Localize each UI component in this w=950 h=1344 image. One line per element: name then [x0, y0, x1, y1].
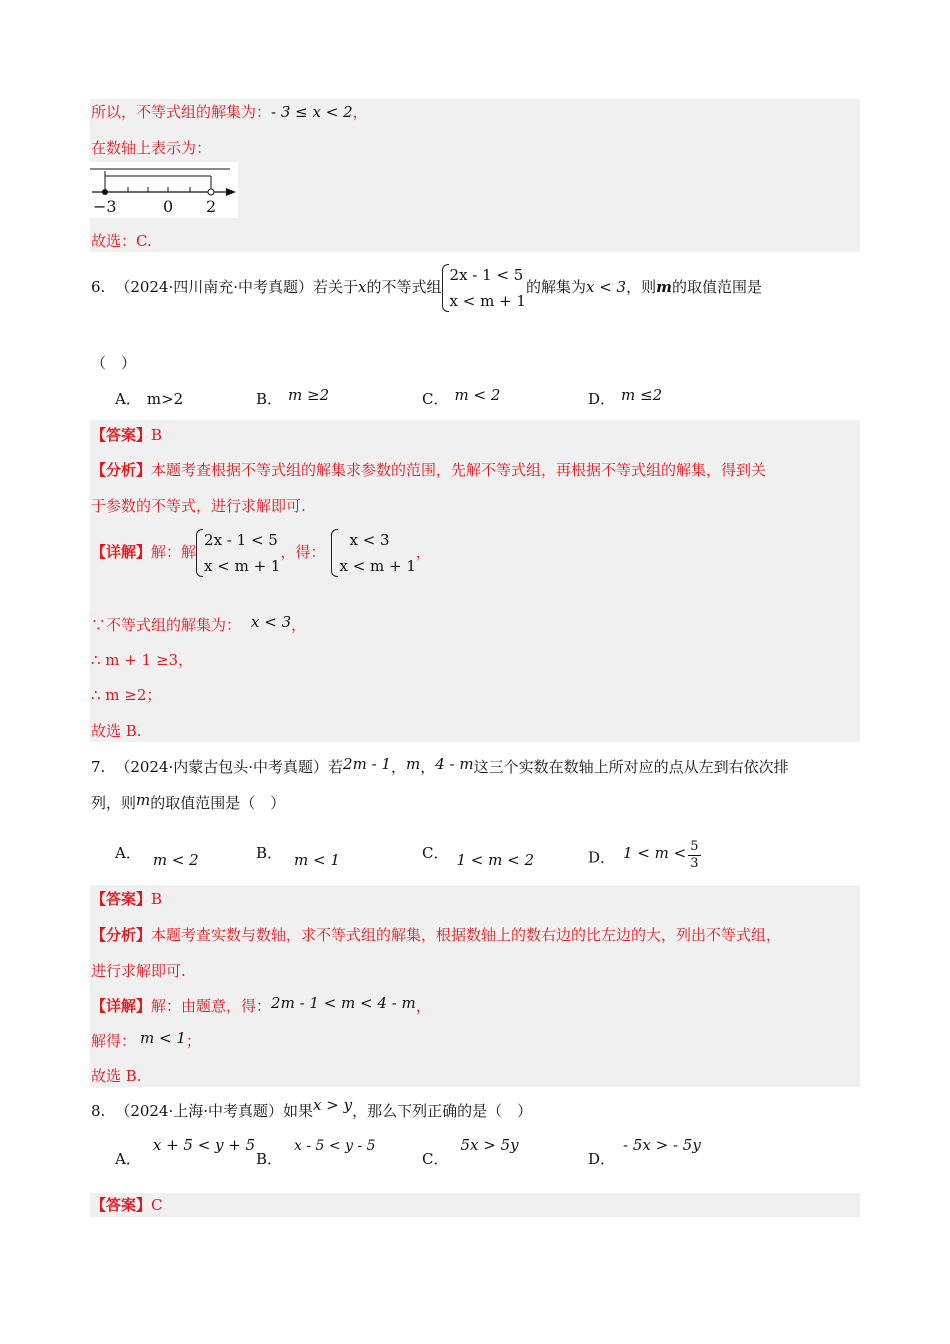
q6-analysis-line1: 【分析】本题考查根据不等式组的解集求参数的范围，先解不等式组，再根据不等式组的解集，得到关 — [91, 461, 767, 479]
q6-paren: （ ） — [91, 354, 137, 372]
q7-analysis-line2: 进行求解即可. — [91, 962, 186, 980]
q7-option-a[interactable]: A． m < 2 — [115, 844, 199, 869]
q8-number: 8. — [91, 1102, 106, 1120]
q6-analysis-line2: 于参数的不等式，进行求解即可. — [91, 497, 306, 515]
q7-option-b[interactable]: B． m < 1 — [256, 844, 340, 869]
q7-step1: 解得： m < 1； — [91, 1029, 201, 1050]
q6-choice: 故选 B. — [91, 722, 142, 740]
numberline-label-neg3: −3 — [93, 197, 117, 216]
q6-step2: ∴ m + 1 ≥3， — [91, 651, 194, 669]
q6-detail-system-1: 2x - 1 < 5 x < m + 1 — [196, 527, 280, 579]
q6-option-d[interactable]: D． m ≤2 — [588, 386, 663, 408]
q6-option-a[interactable]: A． m>2 — [115, 390, 184, 408]
prev-solution-set: - 3 ≤ x < 2 — [271, 103, 353, 121]
q6-answer: 【答案】B — [91, 426, 163, 444]
q7-stem-line2: 列，则m的取值范围是（ ） — [91, 791, 286, 812]
solution-block-q8 — [90, 1193, 860, 1217]
numberline-label-0: 0 — [163, 197, 174, 216]
q6-step3: ∴ m ≥2； — [91, 686, 162, 704]
q8-answer: 【答案】C — [91, 1196, 163, 1214]
q6-detail-system-2: x < 3 x < m + 1 — [331, 527, 415, 579]
q7-source: （2024·内蒙古包头·中考真题） — [115, 758, 329, 776]
q8-stem: 8. （2024·上海·中考真题）如果x > y，那么下列正确的是（ ） — [91, 1096, 533, 1120]
q8-option-c[interactable]: C．5x > 5y — [422, 1136, 519, 1168]
solution-block-q7 — [90, 885, 860, 1087]
number-line-figure — [90, 162, 238, 218]
q6-stem: 6. （2024·四川南充·中考真题）若关于x的不等式组 2x - 1 < 5 x < m + 1 的解集为x < 3，则m的取值范围是 — [91, 262, 762, 314]
q7-option-d-fraction: $\frac{5}{3}$ — [690, 839, 699, 871]
q7-number: 7. — [91, 758, 106, 776]
q8-option-b[interactable]: B．x - 5 < y - 5 — [256, 1138, 376, 1168]
q7-stem-line1: 7. （2024·内蒙古包头·中考真题）若2m - 1，m，4 - m这三个实数在数轴上所对应的点从左到右依次排 — [91, 755, 789, 776]
q6-source: （2024·四川南充·中考真题） — [115, 278, 314, 296]
q7-choice: 故选 B. — [91, 1067, 142, 1085]
q7-detail: 【详解】解：由题意，得：2m - 1 < m < 4 - m， — [91, 994, 431, 1015]
q6-detail: 【详解】解：解 2x - 1 < 5 x < m + 1 ，得： x < 3 x < m + 1 ， — [91, 527, 431, 579]
q8-option-d[interactable]: D．- 5x > - 5y — [588, 1136, 701, 1168]
q7-option-c[interactable]: C． 1 < m < 2 — [422, 844, 535, 869]
q6-inequality-system: 2x - 1 < 5 x < m + 1 — [442, 262, 526, 314]
q8-source: （2024·上海·中考真题） — [115, 1102, 284, 1120]
numberline-label-2: 2 — [206, 197, 217, 216]
q6-option-c[interactable]: C． m < 2 — [422, 386, 501, 408]
q6-number: 6. — [91, 278, 106, 296]
q6-option-b[interactable]: B． m ≥2 — [256, 386, 330, 408]
q7-analysis-line1: 【分析】本题考查实数与数轴，求不等式组的解集，根据数轴上的数右边的比左边的大，列出不等式组， — [91, 926, 782, 944]
q8-option-a[interactable]: A．x + 5 < y + 5 — [115, 1136, 256, 1168]
prev-solution-line2: 在数轴上表示为： — [91, 139, 212, 157]
prev-solution-choice: 故选：C. — [91, 232, 152, 250]
prev-solution-line1: 所以，不等式组的解集为：- 3 ≤ x < 2， — [91, 103, 368, 121]
q6-step1: ∵不等式组的解集为： x < 3， — [91, 613, 307, 634]
q7-option-d[interactable]: D． 1 < m < $\frac{5}{3}$ — [588, 839, 699, 871]
q7-answer: 【答案】B — [91, 890, 163, 908]
